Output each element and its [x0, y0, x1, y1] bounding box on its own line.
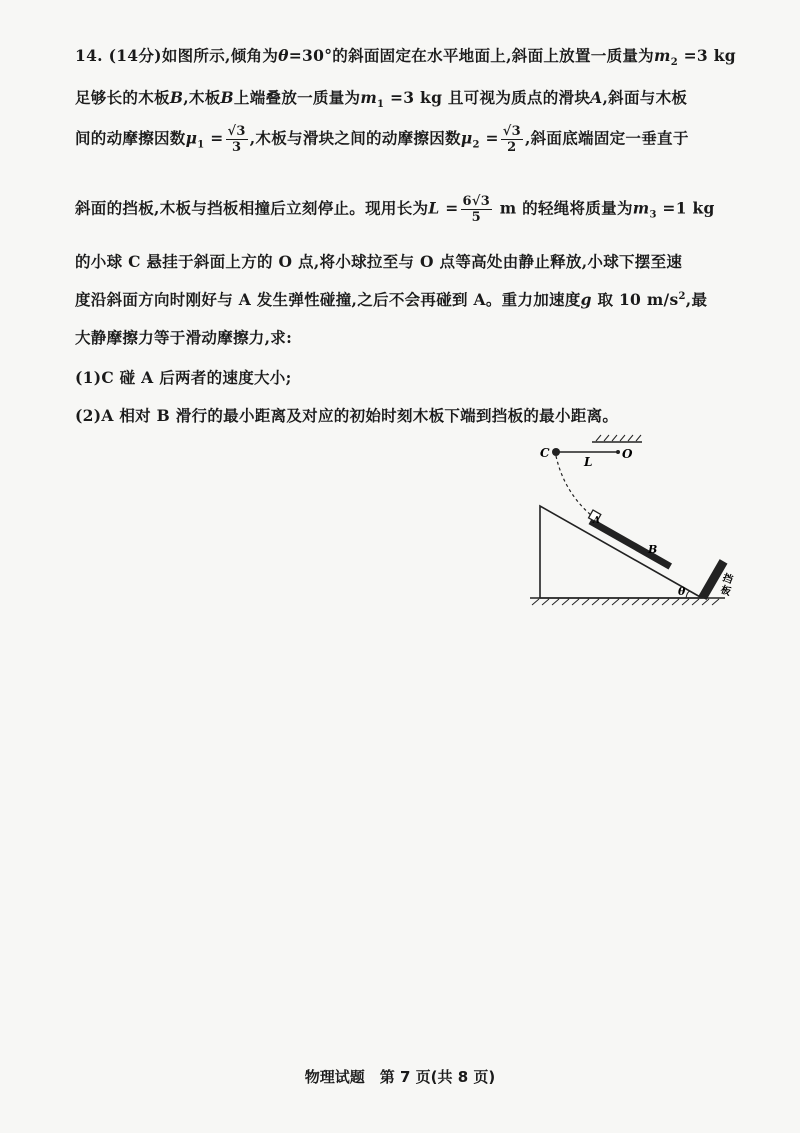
- problem-line-3: 间的动摩擦因数$\mu_1$ = $\frac{√3}{3}$ ,木板与滑块之间的动摩擦因数$\mu_2$ = $\frac{√3}{2}$ ,斜面底端固定一垂直于: [75, 124, 689, 155]
- problem-line-7: 大静摩擦力等于滑动摩擦力,求:: [75, 328, 293, 347]
- ground-hatch: [530, 598, 725, 605]
- mu1-fraction: $\frac{√3}{3}$: [227, 124, 246, 155]
- label-c: C: [540, 446, 550, 460]
- label-baffle-1: 挡: [720, 572, 735, 587]
- problem-line-4: 斜面的挡板,木板与挡板相撞后立刻停止。现用长为L = $\frac{6√3}{5}$ m 的轻绳将质量为$m_3 =1$ kg: [75, 194, 715, 225]
- incline-figure: [520, 432, 770, 612]
- question-1: (1)C 碰 A 后两者的速度大小;: [75, 368, 292, 387]
- problem-line-2: 足够长的木板B,木板B上端叠放一质量为$m_1 =3$ kg 且可视为质点的滑块A,斜面与木板: [75, 88, 688, 111]
- problem-number: 14.: [75, 46, 103, 65]
- length-fraction: $\frac{6√3}{5}$: [462, 194, 491, 225]
- page-footer: 物理试题 第 7 页(共 8 页): [304, 1068, 496, 1086]
- problem-line-6: 度沿斜面方向时刚好与 A 发生弹性碰撞,之后不会再碰到 A。重力加速度g 取 10 $m/s^2$,最: [75, 290, 708, 309]
- label-a: A: [593, 516, 600, 526]
- ball-c: [552, 448, 560, 456]
- ceiling-hatch: [592, 435, 642, 442]
- label-theta: θ: [678, 585, 686, 598]
- pivot-o: [616, 450, 620, 454]
- theta-arc: [686, 591, 690, 598]
- problem-line-5: 的小球 C 悬挂于斜面上方的 O 点,将小球拉至与 O 点等高处由静止释放,小球下摆至速: [75, 252, 683, 271]
- mu2-fraction: $\frac{√3}{2}$: [502, 124, 521, 155]
- label-l: L: [584, 455, 593, 469]
- board-b: [589, 518, 672, 570]
- label-o: O: [622, 447, 633, 461]
- label-b: B: [648, 543, 658, 556]
- question-2: (2)A 相对 B 滑行的最小距离及对应的初始时刻木板下端到挡板的最小距离。: [75, 406, 619, 425]
- problem-points: (14分): [108, 46, 162, 65]
- label-baffle-2: 板: [718, 584, 733, 599]
- problem-line-1: 14. (14分)如图所示,倾角为θ=30°的斜面固定在水平地面上,斜面上放置一质量为$m_2 =3$ kg: [75, 46, 736, 69]
